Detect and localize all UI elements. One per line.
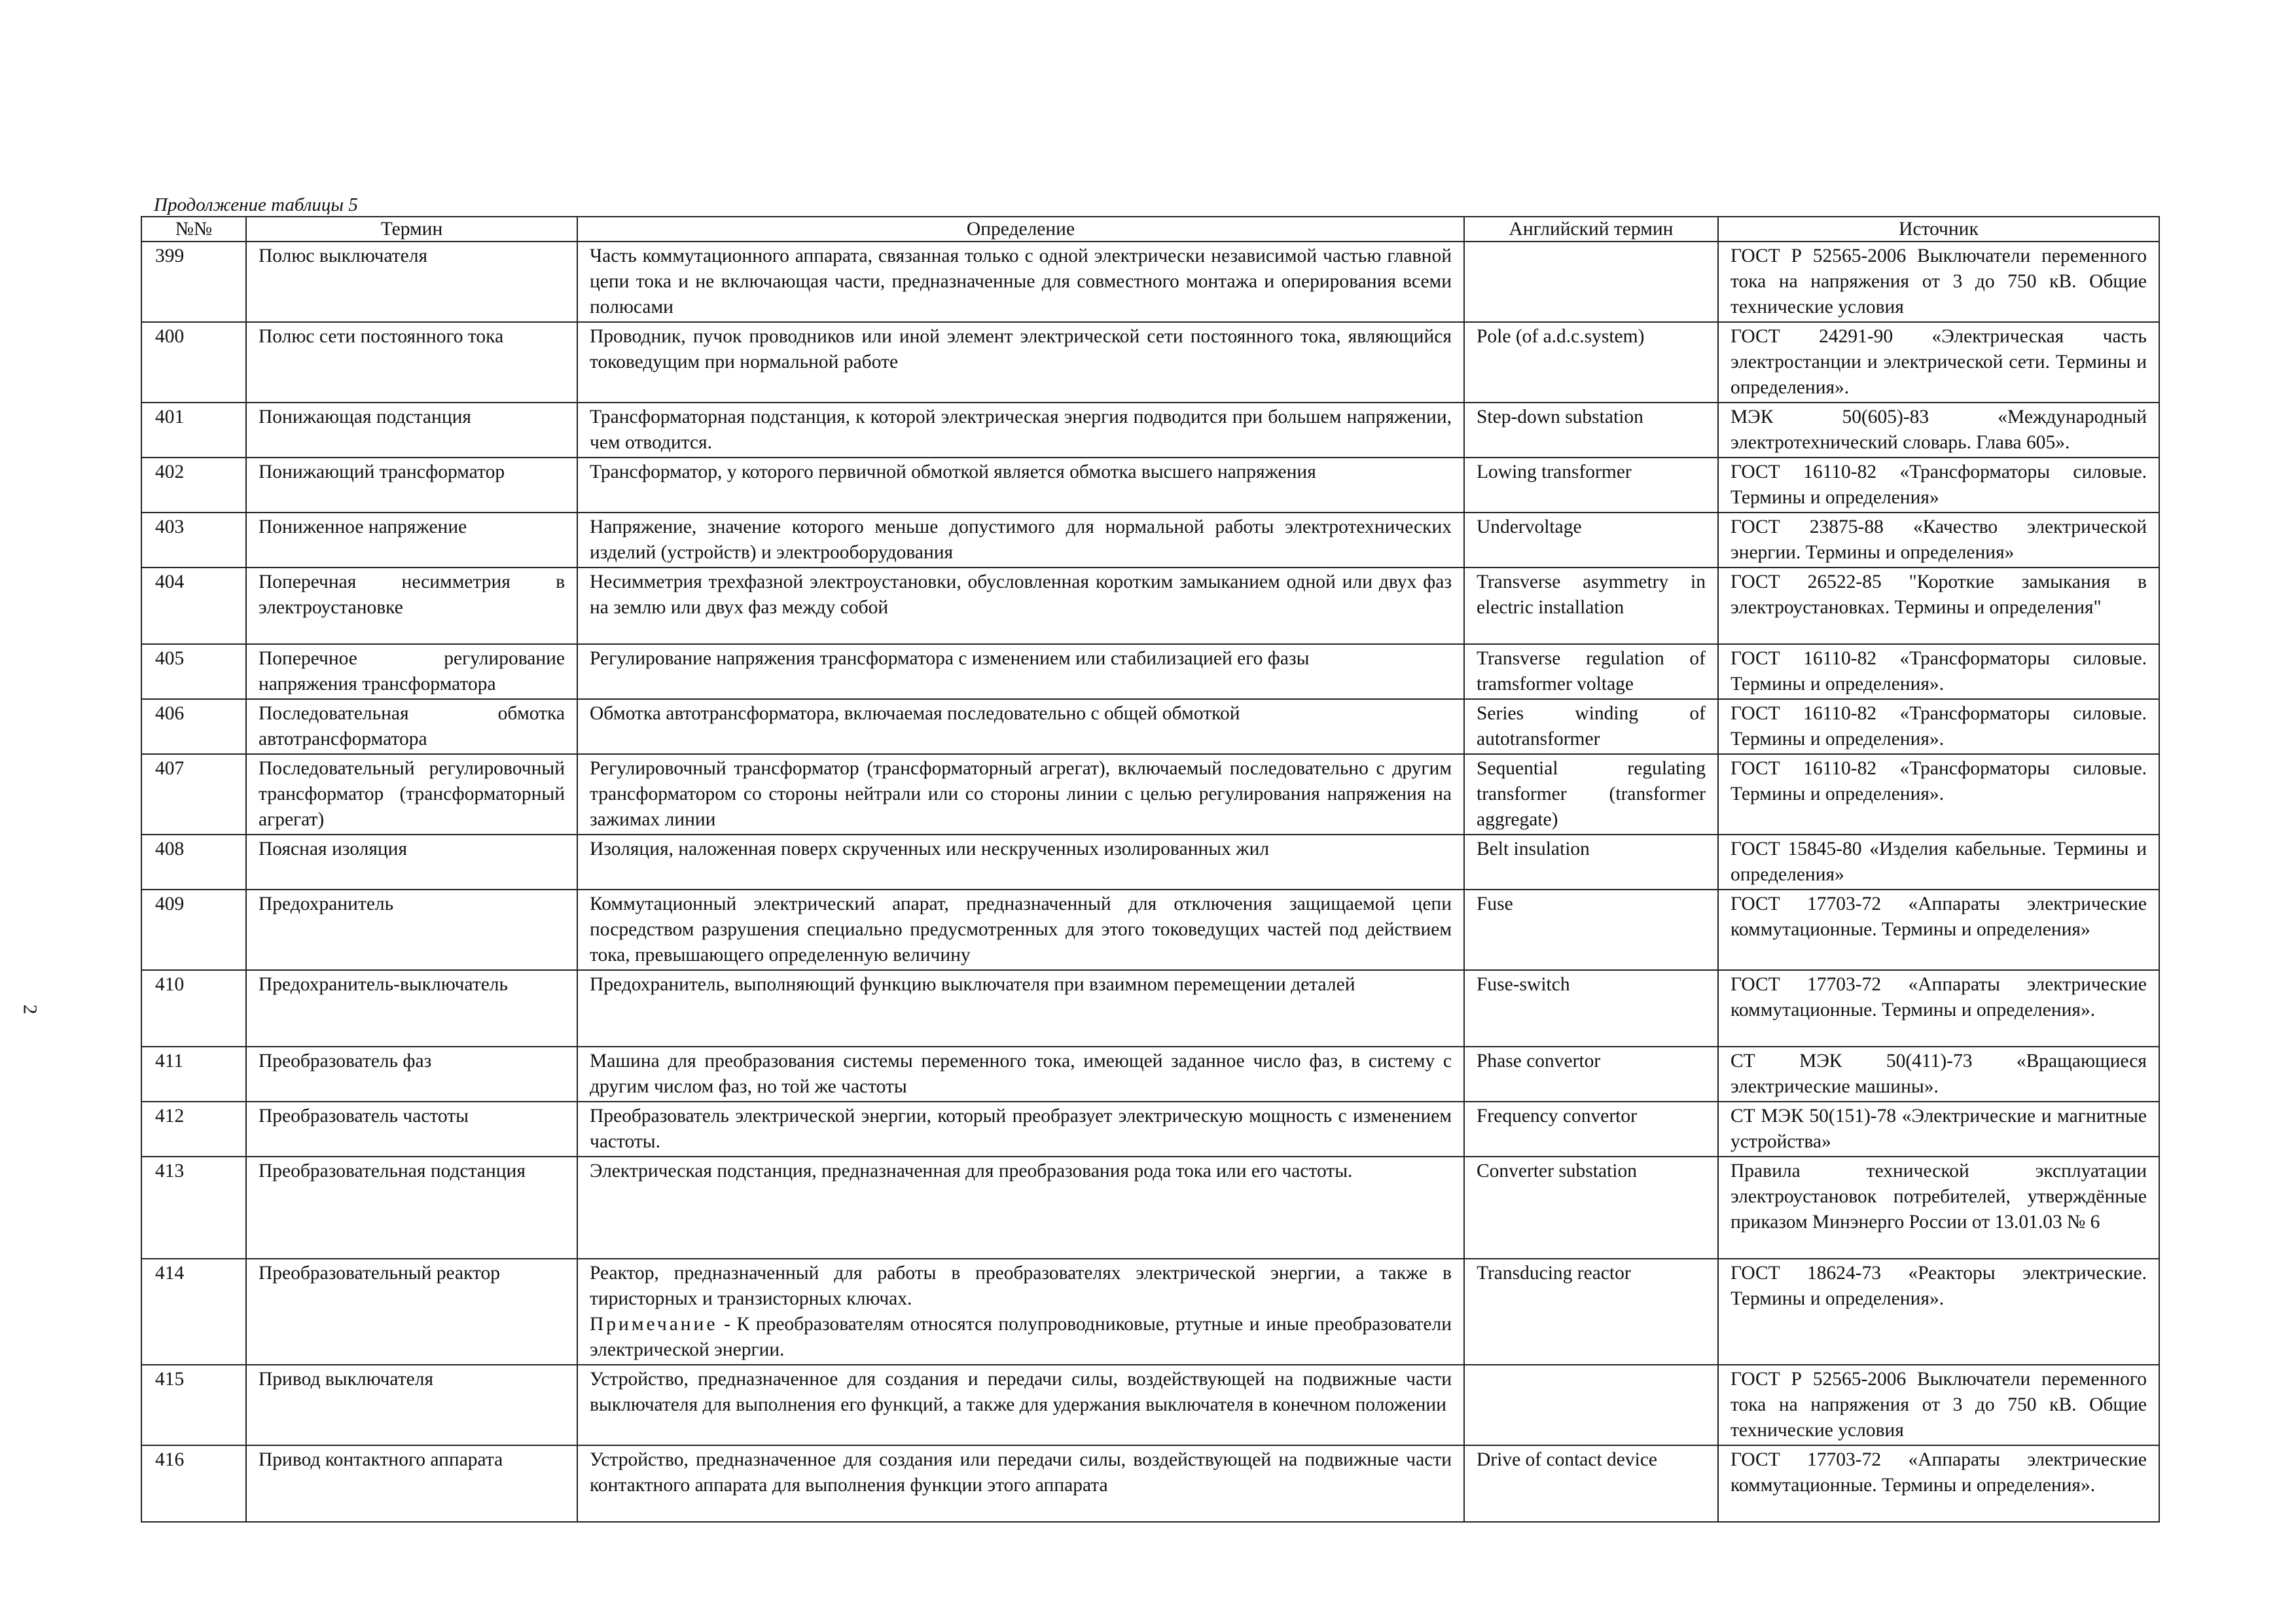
row-english-term: Undervoltage <box>1464 513 1718 568</box>
row-number: 409 <box>141 890 246 970</box>
row-english-term: Fuse <box>1464 890 1718 970</box>
row-english-term <box>1464 242 1718 322</box>
definition-text: Реактор, предназначенный для работы в преобразователях электрической энергии, а также в тиристорных и транзисторных ключах. <box>590 1263 1452 1309</box>
row-english-term: Fuse-switch <box>1464 970 1718 1047</box>
row-number: 400 <box>141 322 246 403</box>
row-number: 406 <box>141 699 246 754</box>
row-source: ГОСТ Р 52565-2006 Выключатели переменного тока на напряжения от 3 до 750 кВ. Общие технические условия <box>1718 1365 2159 1445</box>
row-term: Последовательная обмотка автотрансформатора <box>246 699 577 754</box>
row-definition: Напряжение, значение которого меньше допустимого для нормальной работы электротехнических изделий (устройств) и электрооборудования <box>577 513 1464 568</box>
row-number: 416 <box>141 1445 246 1522</box>
table-row <box>141 699 2159 754</box>
row-term: Понижающая подстанция <box>246 403 577 458</box>
row-number: 405 <box>141 644 246 699</box>
table-row <box>141 835 2159 890</box>
row-number: 402 <box>141 458 246 513</box>
row-term: Преобразовательный реактор <box>246 1259 577 1365</box>
row-number: 414 <box>141 1259 246 1365</box>
row-source: МЭК 50(605)-83 «Международный электротехнический словарь. Глава 605». <box>1718 403 2159 458</box>
row-term: Полюс сети постоянного тока <box>246 322 577 403</box>
header-term: Термин <box>246 217 577 242</box>
table-row <box>141 1365 2159 1445</box>
row-term: Последовательный регулировочный трансформатор (трансформаторный агрегат) <box>246 754 577 835</box>
row-term: Поперечное регулирование напряжения трансформатора <box>246 644 577 699</box>
row-term: Понижающий трансформатор <box>246 458 577 513</box>
row-number: 408 <box>141 835 246 890</box>
row-number: 415 <box>141 1365 246 1445</box>
row-term: Поперечная несимметрия в электроустановке <box>246 568 577 644</box>
table-row <box>141 1259 2159 1365</box>
row-definition: Часть коммутационного аппарата, связанная только с одной электрически независимой частью главной цепи тока и не включающая части, предназначенные для совместного монтажа и оперирования всеми полюсами <box>577 242 1464 322</box>
row-term: Предохранитель-выключатель <box>246 970 577 1047</box>
header-source: Источник <box>1718 217 2159 242</box>
table-row <box>141 1102 2159 1157</box>
header-number: №№ <box>141 217 246 242</box>
row-english-term: Transverse asymmetry in electric installation <box>1464 568 1718 644</box>
table-caption: Продолжение таблицы 5 <box>154 194 358 215</box>
row-definition: Трансформатор, у которого первичной обмоткой является обмотка высшего напряжения <box>577 458 1464 513</box>
row-term: Преобразовательная подстанция <box>246 1157 577 1259</box>
row-definition: Предохранитель, выполняющий функцию выключателя при взаимном перемещении деталей <box>577 970 1464 1047</box>
row-number: 412 <box>141 1102 246 1157</box>
terms-table <box>141 216 2160 1523</box>
row-source: ГОСТ 23875-88 «Качество электрической энергии. Термины и определения» <box>1718 513 2159 568</box>
row-english-term: Sequential regulating transformer (transformer aggregate) <box>1464 754 1718 835</box>
row-source: ГОСТ 24291-90 «Электрическая часть электростанции и электрической сети. Термины и определения». <box>1718 322 2159 403</box>
row-english-term <box>1464 1365 1718 1445</box>
row-term: Поясная изоляция <box>246 835 577 890</box>
table-row <box>141 458 2159 513</box>
table-row <box>141 322 2159 403</box>
row-definition: Регулировочный трансформатор (трансформаторный агрегат), включаемый последовательно с другим трансформатором со стороны нейтрали или со стороны линии с целью регулирования напряжения на зажимах линии <box>577 754 1464 835</box>
table-row <box>141 403 2159 458</box>
row-definition: Преобразователь электрической энергии, который преобразует электрическую мощность с изменением частоты. <box>577 1102 1464 1157</box>
row-number: 407 <box>141 754 246 835</box>
row-source: СТ МЭК 50(411)-73 «Вращающиеся электрические машины». <box>1718 1047 2159 1102</box>
row-source: ГОСТ 16110-82 «Трансформаторы силовые. Термины и определения». <box>1718 644 2159 699</box>
row-source: СТ МЭК 50(151)-78 «Электрические и магнитные устройства» <box>1718 1102 2159 1157</box>
row-source: ГОСТ 17703-72 «Аппараты электрические коммутационные. Термины и определения». <box>1718 1445 2159 1522</box>
row-english-term: Pole (of a.d.c.system) <box>1464 322 1718 403</box>
row-definition: Изоляция, наложенная поверх скрученных или нескрученных изолированных жил <box>577 835 1464 890</box>
row-definition: Устройство, предназначенное для создания и передачи силы, воздействующей на подвижные части выключателя для выполнения его функций, а также для удержания выключателя в конечном положении <box>577 1365 1464 1445</box>
row-source: ГОСТ 16110-82 «Трансформаторы силовые. Термины и определения» <box>1718 458 2159 513</box>
row-number: 411 <box>141 1047 246 1102</box>
row-english-term: Frequency convertor <box>1464 1102 1718 1157</box>
table-row <box>141 1445 2159 1522</box>
row-english-term: Series winding of autotransformer <box>1464 699 1718 754</box>
row-number: 404 <box>141 568 246 644</box>
row-number: 410 <box>141 970 246 1047</box>
row-definition: Устройство, предназначенное для создания или передачи силы, воздействующей на подвижные части контактного аппарата для выполнения функции этого аппарата <box>577 1445 1464 1522</box>
row-english-term: Phase convertor <box>1464 1047 1718 1102</box>
table-row <box>141 644 2159 699</box>
row-english-term: Drive of contact device <box>1464 1445 1718 1522</box>
row-english-term: Belt insulation <box>1464 835 1718 890</box>
note-label: Примечание <box>590 1314 718 1335</box>
row-definition: Электрическая подстанция, предназначенная для преобразования рода тока или его частоты. <box>577 1157 1464 1259</box>
row-definition: Трансформаторная подстанция, к которой электрическая энергия подводится при большем напряжении, чем отводится. <box>577 403 1464 458</box>
table-row <box>141 970 2159 1047</box>
table-row <box>141 242 2159 322</box>
header-english-term: Английский термин <box>1464 217 1718 242</box>
table-row <box>141 568 2159 644</box>
table-row <box>141 513 2159 568</box>
row-english-term: Step-down substation <box>1464 403 1718 458</box>
row-term: Привод выключателя <box>246 1365 577 1445</box>
row-number: 403 <box>141 513 246 568</box>
table-row <box>141 754 2159 835</box>
row-term: Предохранитель <box>246 890 577 970</box>
table-row <box>141 1157 2159 1259</box>
row-definition <box>577 1259 1464 1365</box>
row-source: ГОСТ 17703-72 «Аппараты электрические коммутационные. Термины и определения». <box>1718 970 2159 1047</box>
row-definition: Обмотка автотрансформатора, включаемая последовательно с общей обмоткой <box>577 699 1464 754</box>
table-header-row <box>141 217 2159 242</box>
row-definition: Регулирование напряжения трансформатора с изменением или стабилизацией его фазы <box>577 644 1464 699</box>
row-source: ГОСТ 15845-80 «Изделия кабельные. Термины и определения» <box>1718 835 2159 890</box>
row-source: ГОСТ Р 52565-2006 Выключатели переменного тока на напряжения от 3 до 750 кВ. Общие технические условия <box>1718 242 2159 322</box>
row-english-term: Transducing reactor <box>1464 1259 1718 1365</box>
row-definition: Коммутационный электрический апарат, предназначенный для отключения защищаемой цепи посредством разрушения специально предусмотренных для этого токоведущих частей под действием тока, превышающего определенную величину <box>577 890 1464 970</box>
row-number: 413 <box>141 1157 246 1259</box>
row-number: 401 <box>141 403 246 458</box>
row-term: Привод контактного аппарата <box>246 1445 577 1522</box>
row-source: Правила технической эксплуатации электроустановок потребителей, утверждённые приказом Минэнерго России от 13.01.03 № 6 <box>1718 1157 2159 1259</box>
row-source: ГОСТ 16110-82 «Трансформаторы силовые. Термины и определения». <box>1718 699 2159 754</box>
table-row <box>141 1047 2159 1102</box>
row-english-term: Converter substation <box>1464 1157 1718 1259</box>
row-definition: Проводник, пучок проводников или иной элемент электрической сети постоянного тока, являющийся токоведущим при нормальной работе <box>577 322 1464 403</box>
table-row <box>141 890 2159 970</box>
row-definition: Несимметрия трехфазной электроустановки, обусловленная коротким замыканием одной или двух фаз на землю или двух фаз между собой <box>577 568 1464 644</box>
row-english-term: Lowing transformer <box>1464 458 1718 513</box>
row-source: ГОСТ 16110-82 «Трансформаторы силовые. Термины и определения». <box>1718 754 2159 835</box>
row-definition: Машина для преобразования системы переменного тока, имеющей заданное число фаз, в систему с другим числом фаз, но той же частоты <box>577 1047 1464 1102</box>
row-term: Полюс выключателя <box>246 242 577 322</box>
row-source: ГОСТ 18624-73 «Реакторы электрические. Термины и определения». <box>1718 1259 2159 1365</box>
row-term: Пониженное напряжение <box>246 513 577 568</box>
row-term: Преобразователь частоты <box>246 1102 577 1157</box>
row-term: Преобразователь фаз <box>246 1047 577 1102</box>
row-number: 399 <box>141 242 246 322</box>
row-source: ГОСТ 26522-85 "Короткие замыкания в электроустановках. Термины и определения" <box>1718 568 2159 644</box>
note-text: - К преобразователям относятся полупроводниковые, ртутные и иные преобразователи электрической энергии. <box>590 1314 1452 1360</box>
header-definition: Определение <box>577 217 1464 242</box>
row-english-term: Transverse regulation of tramsformer voltage <box>1464 644 1718 699</box>
row-source: ГОСТ 17703-72 «Аппараты электрические коммутационные. Термины и определения» <box>1718 890 2159 970</box>
page-number: 2 <box>19 1004 41 1015</box>
